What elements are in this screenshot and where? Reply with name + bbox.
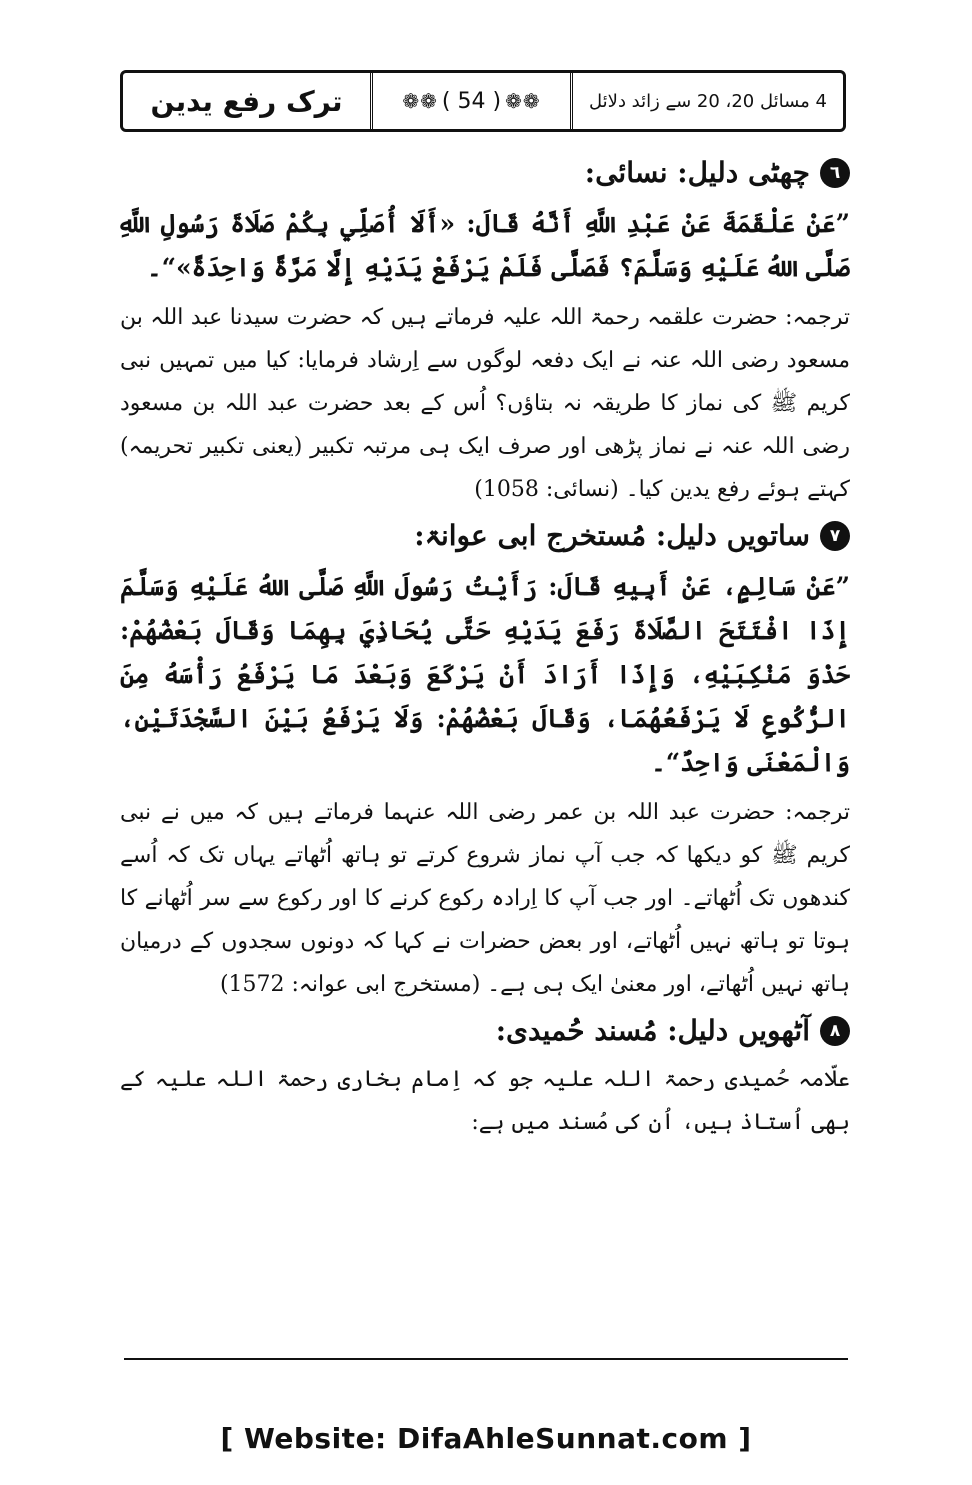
section-heading-6: [120, 148, 850, 198]
star-ornament-icon: ❁❁: [402, 89, 438, 113]
urdu-translation: ترجمہ: حضرت عبد اللہ بن عمر رضی اللہ عنہما فرماتے ہیں کہ میں نے نبی کریم ﷺ کو دیکھا کہ جب آپ نماز شروع کرتے تو ہاتھ اُٹھاتے یہاں تک کہ اُسے کندھوں تک اُٹھاتے۔ اور جب آپ کا اِرادہ رکوع کرنے کا اور رکوع سے سر اُٹھانے کا ہوتا تو ہاتھ نہیں اُٹھاتے، اور بعض حضرات نے کہا کہ دونوں سجدوں کے درمیان ہاتھ نہیں اُٹھاتے، اور معنیٰ ایک ہی ہے۔ (مستخرج ابی عوانہ: 1572): [120, 800, 850, 997]
urdu-translation: ترجمہ: حضرت علقمہ رحمۃ اللہ علیہ فرماتے ہیں کہ حضرت سیدنا عبد اللہ بن مسعود رضی اللہ عنہ نے ایک دفعہ لوگوں سے اِرشاد فرمایا: کیا میں تمہیں نبی کریم ﷺ کی نماز کا طریقہ نہ بتاؤں؟ اُس کے بعد حضرت عبد اللہ بن مسعود رضی اللہ عنہ نے نماز پڑھی اور صرف ایک ہی مرتبہ تکبیر (یعنی تکبیر تحریمہ) کہتے ہوئے رفع یدین کیا۔ (نسائی: 1058): [120, 305, 850, 502]
section-heading-8: [120, 1006, 850, 1056]
arabic-hadith-text: ”عَنْ سَالِمٍ، عَنْ أَبِيهِ قَالَ: رَأَيْتُ رَسُولَ اللَّهِ صَلَّى اللهُ عَلَيْهِ وَسَلَّمَ إِذَا افْتَتَحَ الصَّلَاةَ رَفَعَ يَدَيْهِ حَتَّى يُحَاذِيَ بِهِمَا وَقَالَ بَعْضُهُمْ: حَذْوَ مَنْكِبَيْهِ، وَإِذَا أَرَادَ أَنْ يَرْكَعَ وَبَعْدَ مَا يَرْفَعُ رَأْسَهُ مِنَ الرُّكُوعِ لَا يَرْفَعُهُمَا، وَقَالَ بَعْضُهُمْ: وَلَا يَرْفَعُ بَيْنَ السَّجْدَتَيْنِ، وَالْمَعْنَى وَاحِدٌ“۔: [120, 572, 850, 777]
book-title: ترک رفع یدین: [123, 73, 373, 129]
chapter-title: 4 مسائل 20، 20 سے زائد دلائل: [589, 90, 827, 112]
website-footer: [ Website: DifaAhleSunnat.com ]: [220, 1422, 752, 1455]
page-content: [120, 148, 850, 1144]
urdu-paragraph: علّامہ حُمیدی رحمۃ اللہ علیہ جو کہ اِمام بخاری رحمۃ اللہ علیہ کے بھی اُستاذ ہیں، اُن کی مُسند میں ہے:: [120, 1067, 850, 1135]
section-heading-text: چھٹی دلیل: نسائی:: [584, 156, 810, 189]
arabic-hadith-text: ”عَنْ عَلْقَمَةَ عَنْ عَبْدِ اللَّهِ أَنَّهُ قَالَ: «أَلَا أُصَلِّي بِكُمْ صَلَاةَ رَسُولِ اللَّهِ صَلَّى اللهُ عَلَيْهِ وَسَلَّمَ؟ فَصَلَّى فَلَمْ يَرْفَعْ يَدَيْهِ إِلَّا مَرَّةً وَاحِدَةً»“۔: [120, 209, 850, 282]
section-heading-7: [120, 511, 850, 561]
section-number-badge: ٨: [820, 1016, 850, 1046]
section-heading-text: آٹھویں دلیل: مُسند حُمیدی:: [495, 1014, 810, 1047]
section-number-badge: ٧: [820, 521, 850, 551]
footer-divider: [124, 1358, 848, 1360]
page-number: ( 54 ): [441, 88, 502, 114]
page-number-box: [373, 73, 573, 129]
star-ornament-icon: ❁❁: [505, 89, 541, 113]
section-heading-text: ساتویں دلیل: مُستخرج ابی عوانۃ:: [414, 519, 810, 552]
section-number-badge: ٦: [820, 158, 850, 188]
page-header: [120, 70, 846, 132]
